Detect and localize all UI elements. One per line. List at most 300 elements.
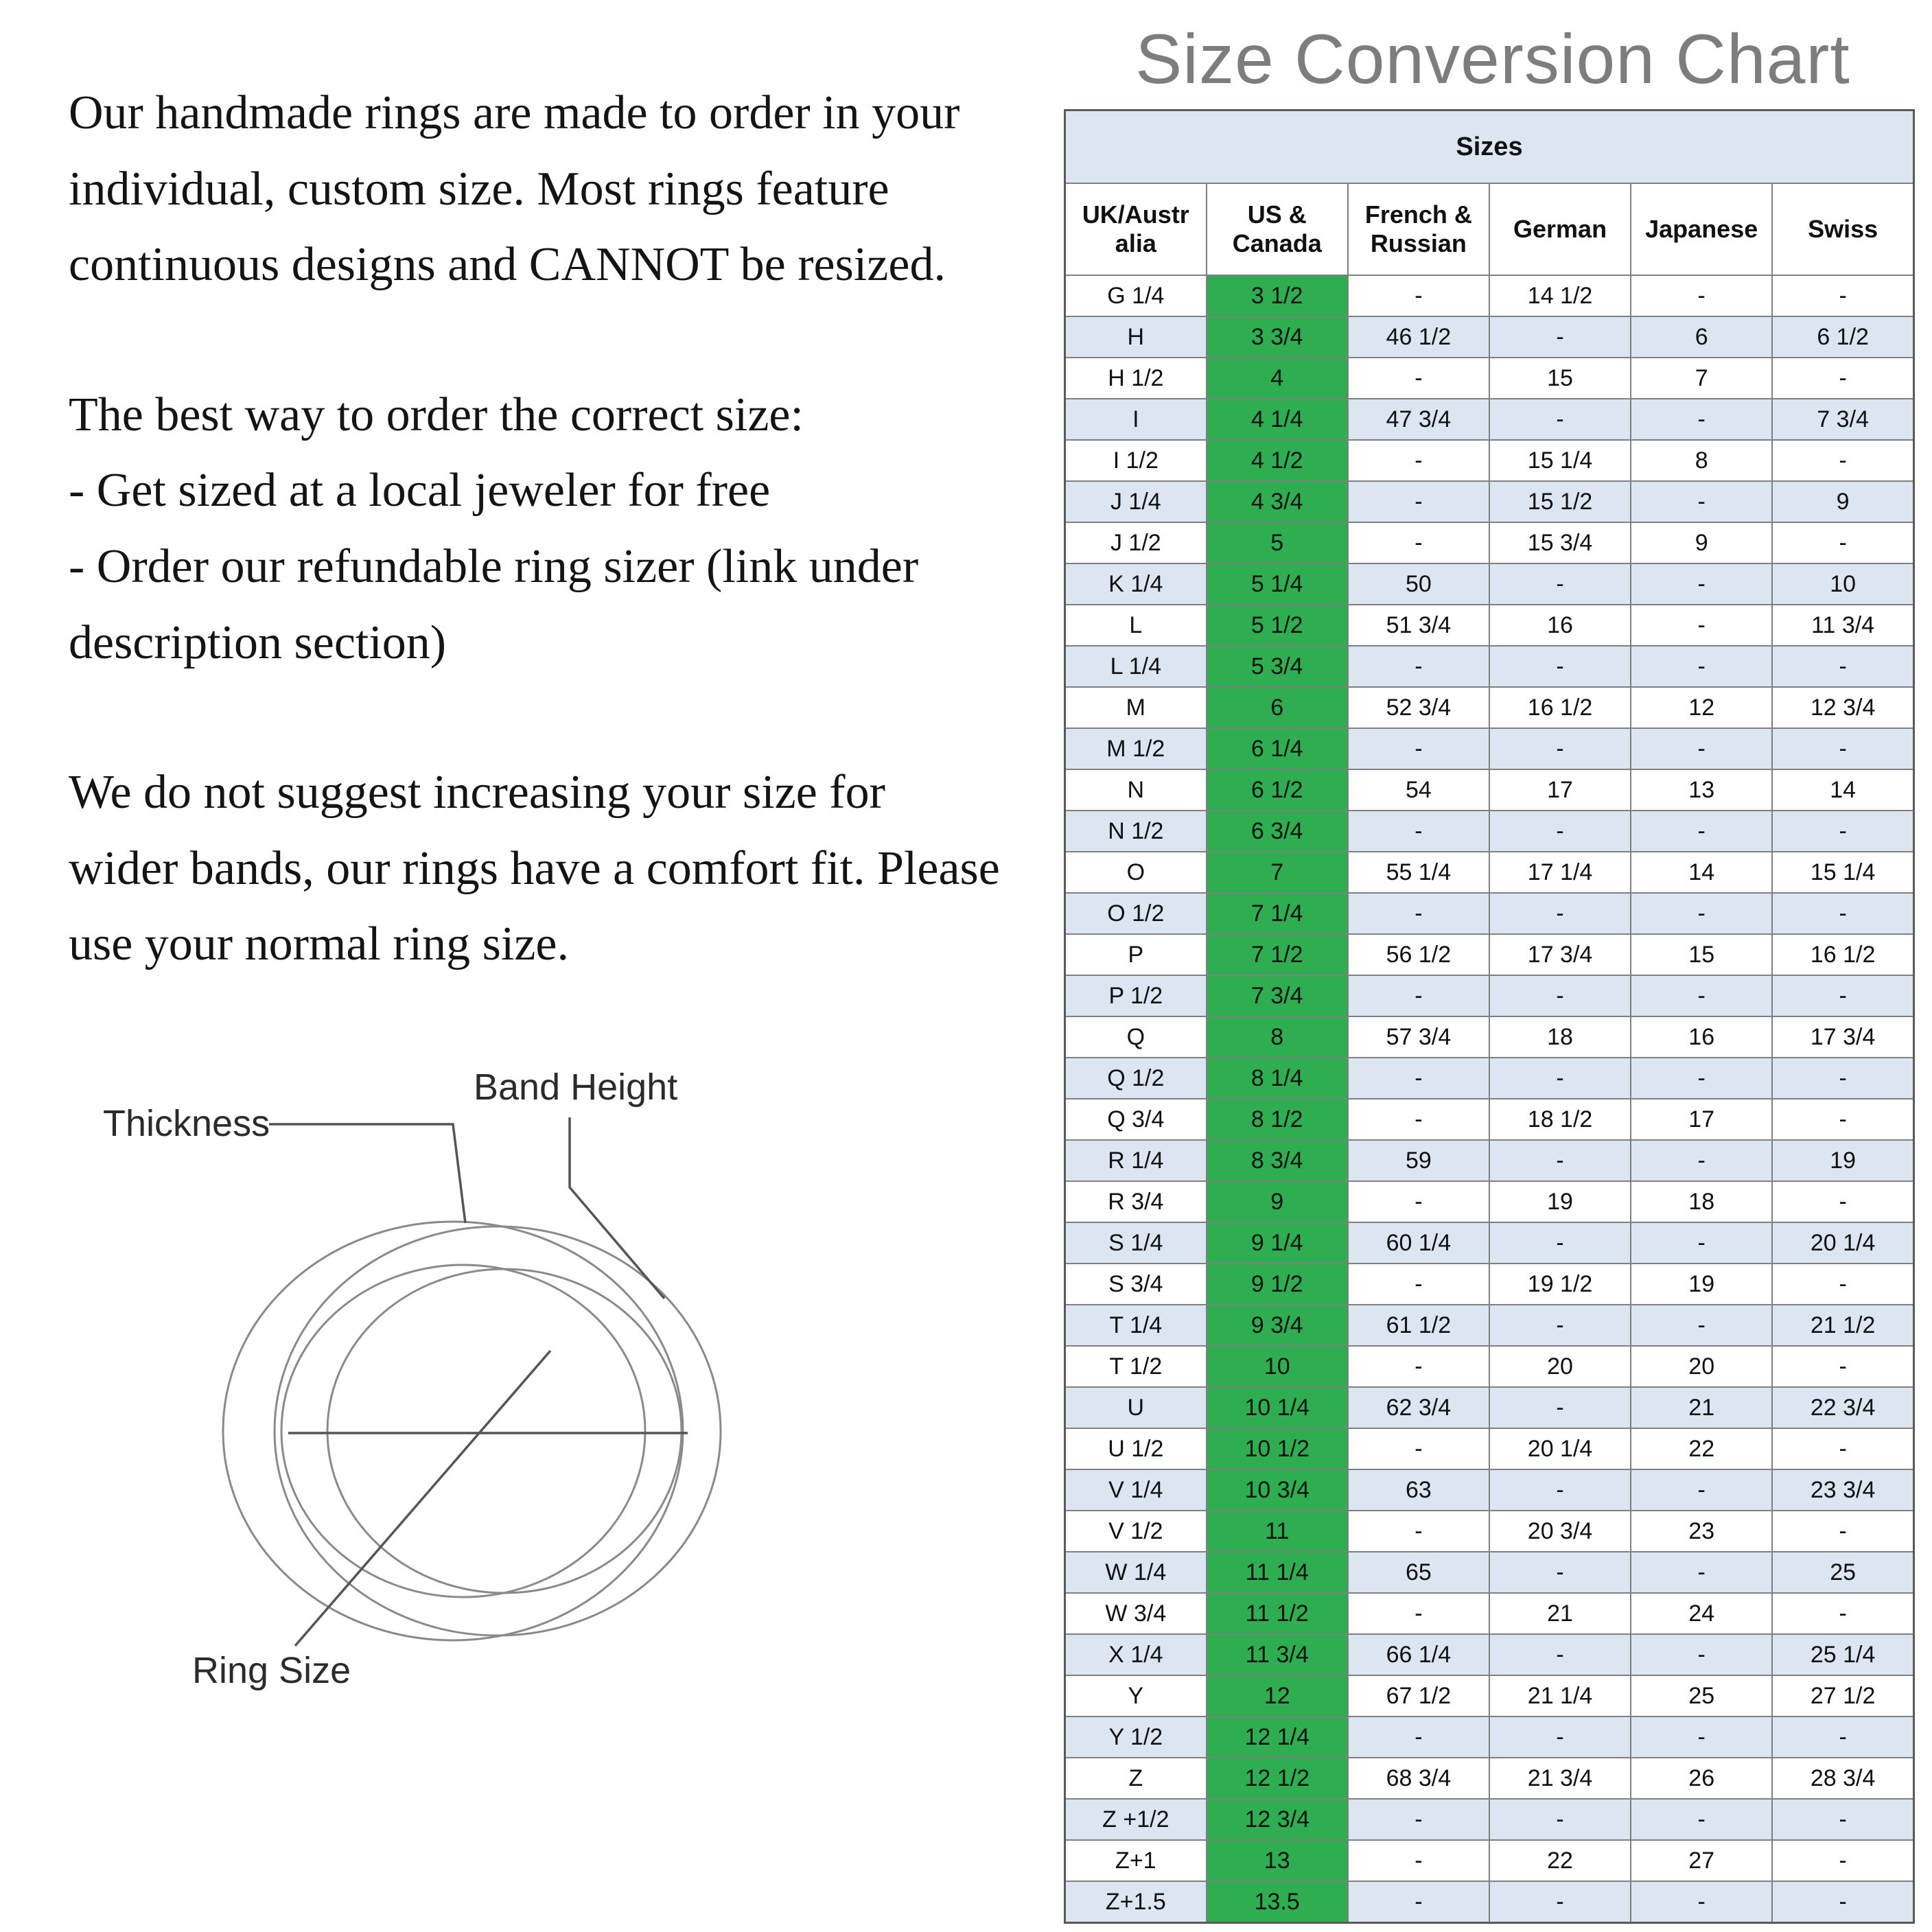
size-cell: 16 1/2 xyxy=(1772,934,1913,975)
size-cell: 10 3/4 xyxy=(1207,1469,1348,1511)
size-cell: O 1/2 xyxy=(1065,893,1207,934)
size-cell: 67 1/2 xyxy=(1348,1675,1489,1716)
table-row xyxy=(1065,1058,1914,1099)
size-cell: 20 xyxy=(1631,1346,1772,1387)
size-cell: 10 xyxy=(1207,1346,1348,1387)
size-cell: Y xyxy=(1065,1675,1207,1716)
size-cell: - xyxy=(1631,481,1772,522)
size-cell: - xyxy=(1489,1634,1631,1675)
table-row xyxy=(1065,316,1914,358)
size-cell: 8 1/2 xyxy=(1207,1099,1348,1140)
size-cell: 12 3/4 xyxy=(1207,1799,1348,1840)
column-header-us-canada xyxy=(1207,183,1348,275)
fit-note-paragraph: We do not suggest increasing your size for wider bands, our rings have a comfort fit. Please use your normal ring size. xyxy=(69,766,1000,971)
size-cell: 27 1/2 xyxy=(1772,1675,1913,1716)
size-cell: - xyxy=(1489,1716,1631,1758)
size-cell: 18 1/2 xyxy=(1489,1099,1631,1140)
size-cell: 4 1/4 xyxy=(1207,399,1348,440)
table-row xyxy=(1065,1675,1914,1716)
size-cell: V 1/2 xyxy=(1065,1511,1207,1552)
size-cell: 4 1/2 xyxy=(1207,440,1348,481)
ring-size-label: Ring Size xyxy=(192,1649,351,1691)
table-row xyxy=(1065,893,1914,934)
size-cell: 15 xyxy=(1631,934,1772,975)
table-row xyxy=(1065,1716,1914,1758)
size-cell: 6 xyxy=(1207,687,1348,728)
table-row xyxy=(1065,1140,1914,1181)
size-cell: 12 1/2 xyxy=(1207,1758,1348,1799)
size-table-body xyxy=(1065,275,1914,1923)
size-cell: 21 xyxy=(1489,1593,1631,1634)
size-cell: 12 xyxy=(1207,1675,1348,1716)
column-header-french-russian xyxy=(1348,183,1489,275)
ordering-bullet-ring-sizer: - Order our refundable ring sizer (link under description section) xyxy=(69,539,919,669)
table-row xyxy=(1065,1634,1914,1675)
ordering-instructions xyxy=(69,377,1040,681)
table-row xyxy=(1065,1799,1914,1840)
size-cell: - xyxy=(1348,893,1489,934)
ring-outer-back xyxy=(223,1222,683,1640)
size-cell: - xyxy=(1631,1469,1772,1511)
table-row xyxy=(1065,646,1914,687)
size-cell: 59 xyxy=(1348,1140,1489,1181)
size-cell: Q xyxy=(1065,1016,1207,1058)
size-cell: 7 xyxy=(1207,852,1348,893)
size-cell: 13.5 xyxy=(1207,1881,1348,1923)
size-cell: T 1/4 xyxy=(1065,1305,1207,1346)
size-cell: 10 1/2 xyxy=(1207,1428,1348,1469)
sizes-group-header: Sizes xyxy=(1065,110,1914,184)
column-header-line: Canada xyxy=(1232,229,1322,257)
size-cell: - xyxy=(1348,1881,1489,1923)
size-cell: - xyxy=(1631,1716,1772,1758)
size-cell: 65 xyxy=(1348,1552,1489,1593)
intro-paragraph: Our handmade rings are made to order in your individual, custom size. Most rings feature continuous designs and CANNOT be resized. xyxy=(69,86,960,292)
table-row xyxy=(1065,1840,1914,1881)
size-cell: 20 1/4 xyxy=(1489,1428,1631,1469)
size-cell: 21 xyxy=(1631,1387,1772,1428)
size-cell: S 3/4 xyxy=(1065,1264,1207,1305)
thickness-label: Thickness xyxy=(103,1102,270,1144)
size-cell: R 3/4 xyxy=(1065,1181,1207,1222)
size-cell: - xyxy=(1631,975,1772,1016)
size-cell: - xyxy=(1772,1799,1913,1840)
column-header-line: German xyxy=(1513,214,1607,243)
size-cell: - xyxy=(1631,1881,1772,1923)
size-cell: - xyxy=(1489,1140,1631,1181)
size-cell: 14 xyxy=(1631,852,1772,893)
size-cell: - xyxy=(1489,646,1631,687)
size-cell: L xyxy=(1065,605,1207,646)
table-row xyxy=(1065,934,1914,975)
size-cell: 7 3/4 xyxy=(1207,975,1348,1016)
table-row xyxy=(1065,399,1914,440)
size-cell: U xyxy=(1065,1387,1207,1428)
size-cell: 3 1/2 xyxy=(1207,275,1348,316)
size-cell: Q 1/2 xyxy=(1065,1058,1207,1099)
size-cell: I xyxy=(1065,399,1207,440)
size-cell: 66 1/4 xyxy=(1348,1634,1489,1675)
size-cell: 22 xyxy=(1631,1428,1772,1469)
size-cell: 23 xyxy=(1631,1511,1772,1552)
size-cell: 20 1/4 xyxy=(1772,1222,1913,1264)
size-cell: W 3/4 xyxy=(1065,1593,1207,1634)
thickness-leader-line xyxy=(269,1124,465,1223)
size-cell: 46 1/2 xyxy=(1348,316,1489,358)
size-cell: - xyxy=(1631,646,1772,687)
table-row xyxy=(1065,1181,1914,1222)
ring-diagram-wrap xyxy=(89,1057,1040,1719)
size-cell: - xyxy=(1631,1634,1772,1675)
size-cell: - xyxy=(1348,1058,1489,1099)
size-cell: 15 3/4 xyxy=(1489,522,1631,563)
size-cell: Q 3/4 xyxy=(1065,1099,1207,1140)
size-cell: 13 xyxy=(1207,1840,1348,1881)
size-cell: K 1/4 xyxy=(1065,563,1207,605)
size-cell: 9 3/4 xyxy=(1207,1305,1348,1346)
column-header-row xyxy=(1065,183,1914,275)
size-cell: - xyxy=(1489,1552,1631,1593)
size-cell: 13 xyxy=(1631,769,1772,811)
size-cell: - xyxy=(1631,399,1772,440)
size-cell: 63 xyxy=(1348,1469,1489,1511)
size-cell: - xyxy=(1348,1593,1489,1634)
size-cell: 7 xyxy=(1631,358,1772,399)
size-cell: - xyxy=(1772,1264,1913,1305)
table-row xyxy=(1065,440,1914,481)
size-cell: 28 3/4 xyxy=(1772,1758,1913,1799)
table-row xyxy=(1065,1387,1914,1428)
size-cell: 8 3/4 xyxy=(1207,1140,1348,1181)
size-cell: 11 xyxy=(1207,1511,1348,1552)
size-cell: - xyxy=(1631,605,1772,646)
info-panel xyxy=(0,0,1060,1719)
size-cell: - xyxy=(1489,811,1631,852)
size-cell: - xyxy=(1772,1881,1913,1923)
size-cell: - xyxy=(1772,522,1913,563)
size-cell: - xyxy=(1772,440,1913,481)
size-cell: 25 xyxy=(1772,1552,1913,1593)
size-cell: 21 1/4 xyxy=(1489,1675,1631,1716)
size-cell: - xyxy=(1348,1511,1489,1552)
size-cell: - xyxy=(1772,893,1913,934)
size-cell: 19 xyxy=(1631,1264,1772,1305)
ring-size-leader-line xyxy=(295,1351,550,1646)
size-cell: - xyxy=(1772,646,1913,687)
size-cell: - xyxy=(1348,728,1489,769)
size-cell: 24 xyxy=(1631,1593,1772,1634)
ordering-bullet-jeweler: - Get sized at a local jeweler for free xyxy=(69,464,771,517)
size-cell: 14 xyxy=(1772,769,1913,811)
size-cell: 12 1/4 xyxy=(1207,1716,1348,1758)
table-row xyxy=(1065,1469,1914,1511)
table-row xyxy=(1065,522,1914,563)
size-cell: 22 xyxy=(1489,1840,1631,1881)
size-cell: R 1/4 xyxy=(1065,1140,1207,1181)
size-cell: - xyxy=(1772,1716,1913,1758)
size-cell: - xyxy=(1348,1799,1489,1840)
size-cell: 22 3/4 xyxy=(1772,1387,1913,1428)
size-cell: 55 1/4 xyxy=(1348,852,1489,893)
size-cell: 16 1/2 xyxy=(1489,687,1631,728)
size-cell: 47 3/4 xyxy=(1348,399,1489,440)
size-cell: - xyxy=(1489,1469,1631,1511)
table-row xyxy=(1065,1016,1914,1058)
size-cell: 26 xyxy=(1631,1758,1772,1799)
size-cell: 6 xyxy=(1631,316,1772,358)
table-row xyxy=(1065,275,1914,316)
table-row xyxy=(1065,1593,1914,1634)
size-cell: - xyxy=(1772,975,1913,1016)
table-row xyxy=(1065,1264,1914,1305)
table-row xyxy=(1065,1428,1914,1469)
column-header-line: alia xyxy=(1115,229,1156,257)
page-title: Size Conversion Chart xyxy=(1135,20,1850,98)
size-cell: 3 3/4 xyxy=(1207,316,1348,358)
ring-diagram xyxy=(89,1057,878,1716)
column-header-line: French & xyxy=(1364,200,1472,229)
size-cell: - xyxy=(1489,728,1631,769)
size-cell: - xyxy=(1348,1346,1489,1387)
size-cell: - xyxy=(1489,1058,1631,1099)
size-cell: S 1/4 xyxy=(1065,1222,1207,1264)
column-header-line: US & xyxy=(1247,200,1307,229)
size-cell: 17 xyxy=(1631,1099,1772,1140)
size-cell: - xyxy=(1348,811,1489,852)
ring-inner-front xyxy=(327,1269,682,1593)
size-cell: 17 xyxy=(1489,769,1631,811)
table-row xyxy=(1065,605,1914,646)
size-cell: - xyxy=(1772,1181,1913,1222)
size-cell: G 1/4 xyxy=(1065,275,1207,316)
size-cell: - xyxy=(1772,811,1913,852)
size-conversion-table xyxy=(1064,109,1915,1924)
size-cell: Z+1.5 xyxy=(1065,1881,1207,1923)
size-cell: - xyxy=(1489,563,1631,605)
size-cell: 9 xyxy=(1772,481,1913,522)
table-row xyxy=(1065,1511,1914,1552)
size-cell: - xyxy=(1631,1799,1772,1840)
size-cell: 4 3/4 xyxy=(1207,481,1348,522)
size-cell: 15 1/4 xyxy=(1772,852,1913,893)
table-row xyxy=(1065,811,1914,852)
size-cell: - xyxy=(1348,1099,1489,1140)
size-cell: 8 1/4 xyxy=(1207,1058,1348,1099)
size-cell: 15 1/2 xyxy=(1489,481,1631,522)
size-cell: - xyxy=(1772,1840,1913,1881)
size-cell: - xyxy=(1772,1511,1913,1552)
table-row xyxy=(1065,1305,1914,1346)
size-cell: - xyxy=(1631,563,1772,605)
size-cell: 9 1/4 xyxy=(1207,1222,1348,1264)
size-cell: 23 3/4 xyxy=(1772,1469,1913,1511)
size-cell: 60 1/4 xyxy=(1348,1222,1489,1264)
size-cell: - xyxy=(1631,275,1772,316)
size-cell: - xyxy=(1631,1058,1772,1099)
size-cell: J 1/2 xyxy=(1065,522,1207,563)
size-cell: - xyxy=(1631,1222,1772,1264)
size-cell: 10 1/4 xyxy=(1207,1387,1348,1428)
size-cell: 68 3/4 xyxy=(1348,1758,1489,1799)
table-row xyxy=(1065,852,1914,893)
column-header-line: Japanese xyxy=(1645,214,1758,243)
size-cell: 56 1/2 xyxy=(1348,934,1489,975)
size-cell: - xyxy=(1772,1593,1913,1634)
size-cell: M 1/2 xyxy=(1065,728,1207,769)
size-cell: - xyxy=(1348,1264,1489,1305)
size-cell: - xyxy=(1489,893,1631,934)
column-header-line: Swiss xyxy=(1808,214,1878,243)
band-height-label: Band Height xyxy=(474,1066,678,1108)
band-height-leader-line xyxy=(570,1117,664,1299)
size-cell: N xyxy=(1065,769,1207,811)
size-cell: - xyxy=(1772,728,1913,769)
size-cell: 54 xyxy=(1348,769,1489,811)
size-cell: - xyxy=(1631,1305,1772,1346)
size-cell: 11 3/4 xyxy=(1207,1634,1348,1675)
size-cell: 25 1/4 xyxy=(1772,1634,1913,1675)
table-row xyxy=(1065,481,1914,522)
table-row xyxy=(1065,358,1914,399)
size-cell: - xyxy=(1631,1552,1772,1593)
table-row xyxy=(1065,769,1914,811)
table-row xyxy=(1065,1552,1914,1593)
size-cell: - xyxy=(1489,1305,1631,1346)
sizes-group-header-row xyxy=(1065,110,1914,184)
size-cell: - xyxy=(1631,893,1772,934)
table-row xyxy=(1065,975,1914,1016)
size-cell: 20 3/4 xyxy=(1489,1511,1631,1552)
size-cell: 8 xyxy=(1207,1016,1348,1058)
size-cell: O xyxy=(1065,852,1207,893)
size-cell: H xyxy=(1065,316,1207,358)
size-cell: - xyxy=(1348,646,1489,687)
size-cell: 12 3/4 xyxy=(1772,687,1913,728)
size-cell: - xyxy=(1489,316,1631,358)
size-cell: 15 xyxy=(1489,358,1631,399)
size-cell: 8 xyxy=(1631,440,1772,481)
size-cell: - xyxy=(1631,728,1772,769)
column-header-uk-australia xyxy=(1065,183,1207,275)
table-row xyxy=(1065,563,1914,605)
conversion-chart-panel xyxy=(1064,0,1922,1924)
size-cell: I 1/2 xyxy=(1065,440,1207,481)
size-cell: 9 1/2 xyxy=(1207,1264,1348,1305)
size-cell: - xyxy=(1772,275,1913,316)
size-cell: 6 1/2 xyxy=(1772,316,1913,358)
size-cell: Z+1 xyxy=(1065,1840,1207,1881)
size-cell: X 1/4 xyxy=(1065,1634,1207,1675)
size-cell: - xyxy=(1631,811,1772,852)
column-header-japanese xyxy=(1631,183,1772,275)
size-cell: - xyxy=(1772,1428,1913,1469)
size-cell: - xyxy=(1489,975,1631,1016)
size-cell: N 1/2 xyxy=(1065,811,1207,852)
size-cell: - xyxy=(1348,1716,1489,1758)
size-cell: 21 3/4 xyxy=(1489,1758,1631,1799)
size-cell: W 1/4 xyxy=(1065,1552,1207,1593)
size-cell: - xyxy=(1348,275,1489,316)
size-cell: Z xyxy=(1065,1758,1207,1799)
size-cell: 61 1/2 xyxy=(1348,1305,1489,1346)
size-cell: T 1/2 xyxy=(1065,1346,1207,1387)
size-cell: - xyxy=(1489,1799,1631,1840)
size-cell: H 1/2 xyxy=(1065,358,1207,399)
table-row xyxy=(1065,1099,1914,1140)
size-cell: - xyxy=(1348,975,1489,1016)
size-cell: 6 1/4 xyxy=(1207,728,1348,769)
size-cell: - xyxy=(1348,358,1489,399)
size-cell: 19 1/2 xyxy=(1489,1264,1631,1305)
size-cell: 16 xyxy=(1631,1016,1772,1058)
size-cell: Z +1/2 xyxy=(1065,1799,1207,1840)
size-cell: Y 1/2 xyxy=(1065,1716,1207,1758)
column-header-swiss xyxy=(1772,183,1913,275)
column-header-line: UK/Austr xyxy=(1082,200,1189,229)
ring-inner-back xyxy=(281,1265,645,1597)
table-row xyxy=(1065,1346,1914,1387)
size-cell: - xyxy=(1772,1346,1913,1387)
size-cell: 19 xyxy=(1772,1140,1913,1181)
size-cell: 7 1/4 xyxy=(1207,893,1348,934)
size-cell: - xyxy=(1348,1181,1489,1222)
size-cell: - xyxy=(1631,1140,1772,1181)
size-cell: - xyxy=(1772,358,1913,399)
size-cell: - xyxy=(1489,1222,1631,1264)
table-row xyxy=(1065,1758,1914,1799)
table-row xyxy=(1065,728,1914,769)
size-cell: 10 xyxy=(1772,563,1913,605)
size-cell: 12 xyxy=(1631,687,1772,728)
size-cell: 18 xyxy=(1489,1016,1631,1058)
column-header-line: Russian xyxy=(1370,229,1467,257)
size-cell: - xyxy=(1348,1428,1489,1469)
size-cell: - xyxy=(1348,1840,1489,1881)
size-cell: 6 1/2 xyxy=(1207,769,1348,811)
size-cell: 17 3/4 xyxy=(1489,934,1631,975)
size-cell: 19 xyxy=(1489,1181,1631,1222)
size-cell: - xyxy=(1348,481,1489,522)
size-cell: 11 1/4 xyxy=(1207,1552,1348,1593)
size-cell: 16 xyxy=(1489,605,1631,646)
size-cell: 6 3/4 xyxy=(1207,811,1348,852)
size-cell: 18 xyxy=(1631,1181,1772,1222)
size-cell: P xyxy=(1065,934,1207,975)
size-cell: J 1/4 xyxy=(1065,481,1207,522)
size-cell: 27 xyxy=(1631,1840,1772,1881)
size-cell: 15 1/4 xyxy=(1489,440,1631,481)
size-cell: 52 3/4 xyxy=(1348,687,1489,728)
size-cell: 5 xyxy=(1207,522,1348,563)
column-header-german xyxy=(1489,183,1631,275)
size-cell: - xyxy=(1348,440,1489,481)
size-cell: 14 1/2 xyxy=(1489,275,1631,316)
size-cell: 17 3/4 xyxy=(1772,1016,1913,1058)
size-cell: 17 1/4 xyxy=(1489,852,1631,893)
size-cell: U 1/2 xyxy=(1065,1428,1207,1469)
size-cell: - xyxy=(1489,1881,1631,1923)
size-cell: P 1/2 xyxy=(1065,975,1207,1016)
size-cell: 11 3/4 xyxy=(1772,605,1913,646)
size-cell: 50 xyxy=(1348,563,1489,605)
table-row xyxy=(1065,1222,1914,1264)
size-cell: 51 3/4 xyxy=(1348,605,1489,646)
size-cell: 9 xyxy=(1207,1181,1348,1222)
size-cell: V 1/4 xyxy=(1065,1469,1207,1511)
size-cell: 62 3/4 xyxy=(1348,1387,1489,1428)
size-cell: 21 1/2 xyxy=(1772,1305,1913,1346)
size-cell: 11 1/2 xyxy=(1207,1593,1348,1634)
